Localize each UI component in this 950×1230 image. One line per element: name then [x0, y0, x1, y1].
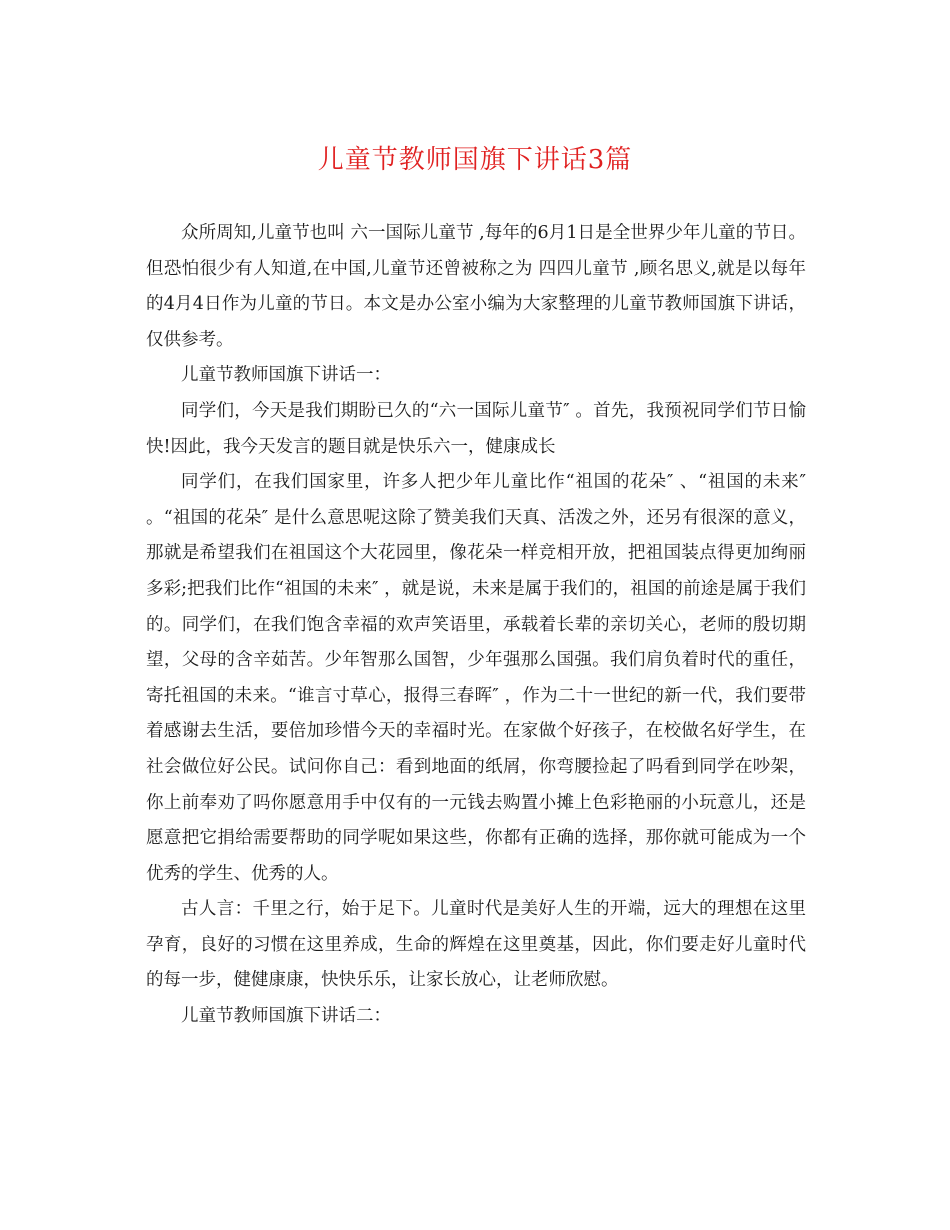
paragraph-intro: 众所周知,儿童节也叫 六一国际儿童节 ,每年的6月1日是全世界少年儿童的节日。但恐怕很少有人知道,在中国,儿童节还曾被称之为 四四儿童节 ,顾名思义,就是以每年的4月4日作为儿童的节日。本文是办公室小编为大家整理的儿童节教师国旗下讲话，仅供参考。: [146, 223, 806, 350]
document-title: 儿童节教师国旗下讲话3篇: [317, 145, 633, 175]
paragraph-flowers-future: 同学们，在我们国家里，许多人把少年儿童比作“祖国的花朵″ 、“祖国的未来″ 。“祖国的花朵″ 是什么意思呢这除了赞美我们天真、活泼之外，还另有很深的意义，那就是希望我们在祖国这个大花园里，像花朵一样竞相开放，把祖国装点得更加绚丽多彩;把我们比作“祖国的未来″ ，就是说，未来是属于我们的，祖国的前途是属于我们的。同学们，在我们饱含幸福的欢声笑语里，承载着长辈的亲切关心，老师的殷切期望，父母的含辛茹苦。少年智那么国智，少年强那么国强。我们肩负着时代的重任，寄托祖国的未来。“谁言寸草心，报得三春晖″ ，作为二十一世纪的新一代，我们要带着感谢去生活，要倍加珍惜今天的幸福时光。在家做个好孩子，在校做名好学生，在社会做位好公民。试问你自己：看到地面的纸屑，你弯腰捡起了吗看到同学在吵架，你上前奉劝了吗你愿意用手中仅有的一元钱去购置小摊上色彩艳丽的小玩意儿，还是愿意把它捐给需要帮助的同学呢如果这些，你都有正确的选择，那你就可能成为一个优秀的学生、优秀的人。: [146, 472, 806, 884]
paragraph-greeting: 同学们，今天是我们期盼已久的“六一国际儿童节″ 。首先，我预祝同学们节日愉快!因此，我今天发言的题目就是快乐六一，健康成长: [146, 400, 806, 457]
document-body: [146, 216, 806, 1035]
section-heading-one: 儿童节教师国旗下讲话一：: [181, 365, 391, 386]
section-heading-two: 儿童节教师国旗下讲话二：: [181, 1006, 391, 1027]
paragraph-ancient-saying: 古人言：千里之行，始于足下。儿童时代是美好人生的开端，远大的理想在这里孕育，良好的习惯在这里养成，生命的辉煌在这里奠基，因此，你们要走好儿童时代的每一步，健健康康，快快乐乐，让家长放心，让老师欣慰。: [146, 899, 806, 991]
